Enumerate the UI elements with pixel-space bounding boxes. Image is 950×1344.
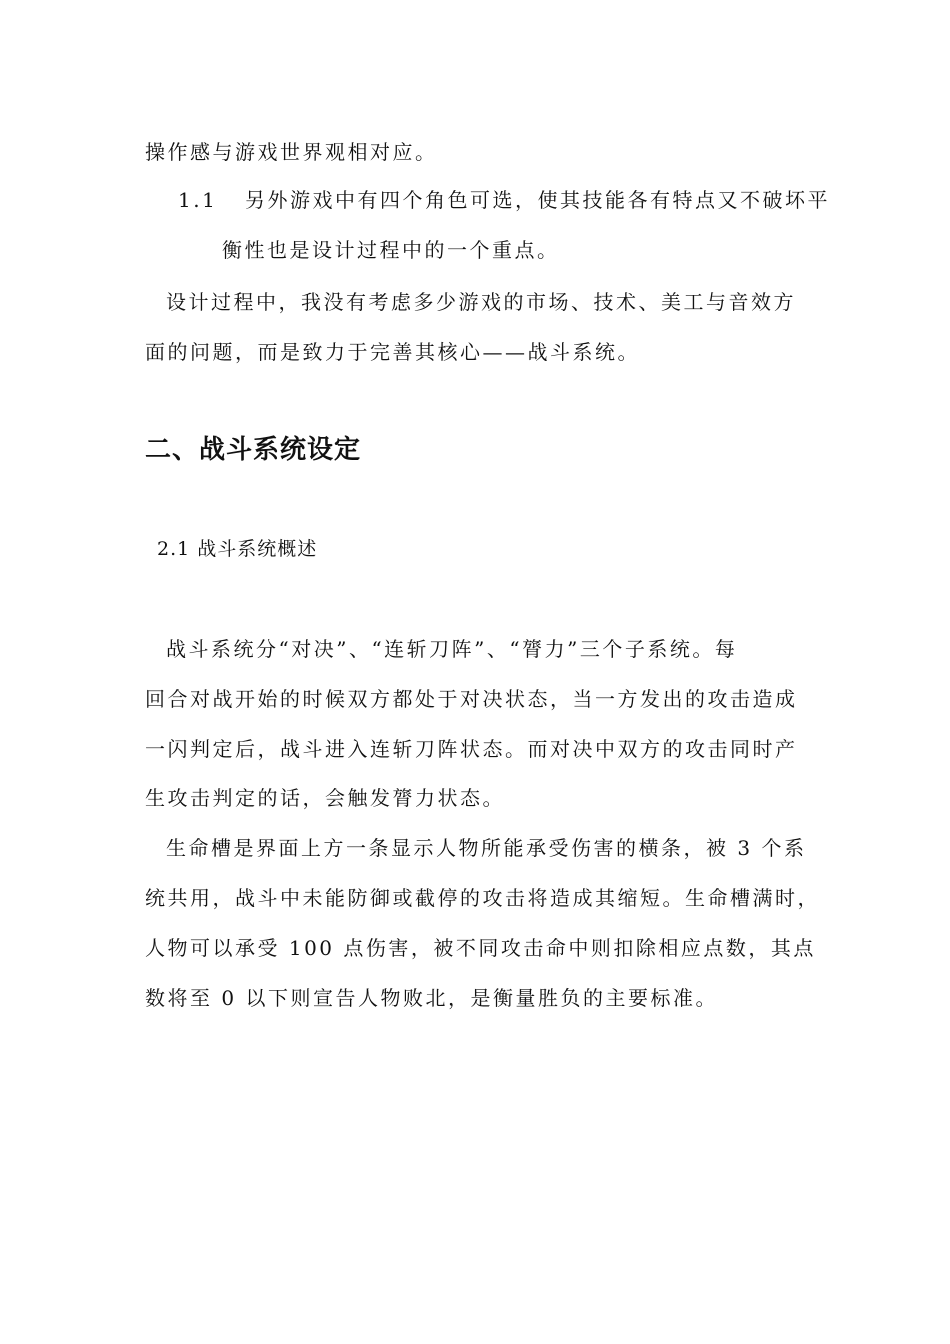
list-item-1-1 — [178, 188, 830, 212]
list-item-text-line-2: 衡性也是设计过程中的一个重点。 — [222, 238, 560, 262]
body-p1-line-1: 战斗系统分“对决”、“连斩刀阵”、“膂力”三个子系统。每 — [166, 637, 738, 661]
body-p2-line-2: 统共用，战斗中未能防御或截停的攻击将造成其缩短。生命槽满时， — [145, 886, 820, 910]
body-p1-line-4: 生攻击判定的话，会触发膂力状态。 — [145, 786, 505, 810]
list-item-number: 1.1 — [178, 188, 218, 212]
subsection-title: 2.1 战斗系统概述 — [157, 538, 318, 560]
intro-line-1: 操作感与游戏世界观相对应。 — [145, 140, 438, 164]
body-p2-line-4: 数将至 0 以下则宣告人物败北，是衡量胜负的主要标准。 — [145, 986, 718, 1010]
section-title: 二、战斗系统设定 — [145, 435, 362, 465]
body-p2-line-1: 生命槽是界面上方一条显示人物所能承受伤害的横条，被 3 个系 — [166, 836, 807, 860]
list-item-text-line-1: 另外游戏中有四个角色可选，使其技能各有特点又不破坏平 — [245, 188, 831, 212]
body-p2-line-3: 人物可以承受 100 点伤害，被不同攻击命中则扣除相应点数，其点 — [145, 936, 816, 960]
intro-paragraph-line-1: 设计过程中，我没有考虑多少游戏的市场、技术、美工与音效方 — [166, 290, 796, 314]
body-p1-line-2: 回合对战开始的时候双方都处于对决状态，当一方发出的攻击造成 — [145, 687, 798, 711]
intro-paragraph-line-2: 面的问题，而是致力于完善其核心——战斗系统。 — [145, 340, 640, 364]
body-p1-line-3: 一闪判定后，战斗进入连斩刀阵状态。而对决中双方的攻击同时产 — [145, 737, 798, 761]
